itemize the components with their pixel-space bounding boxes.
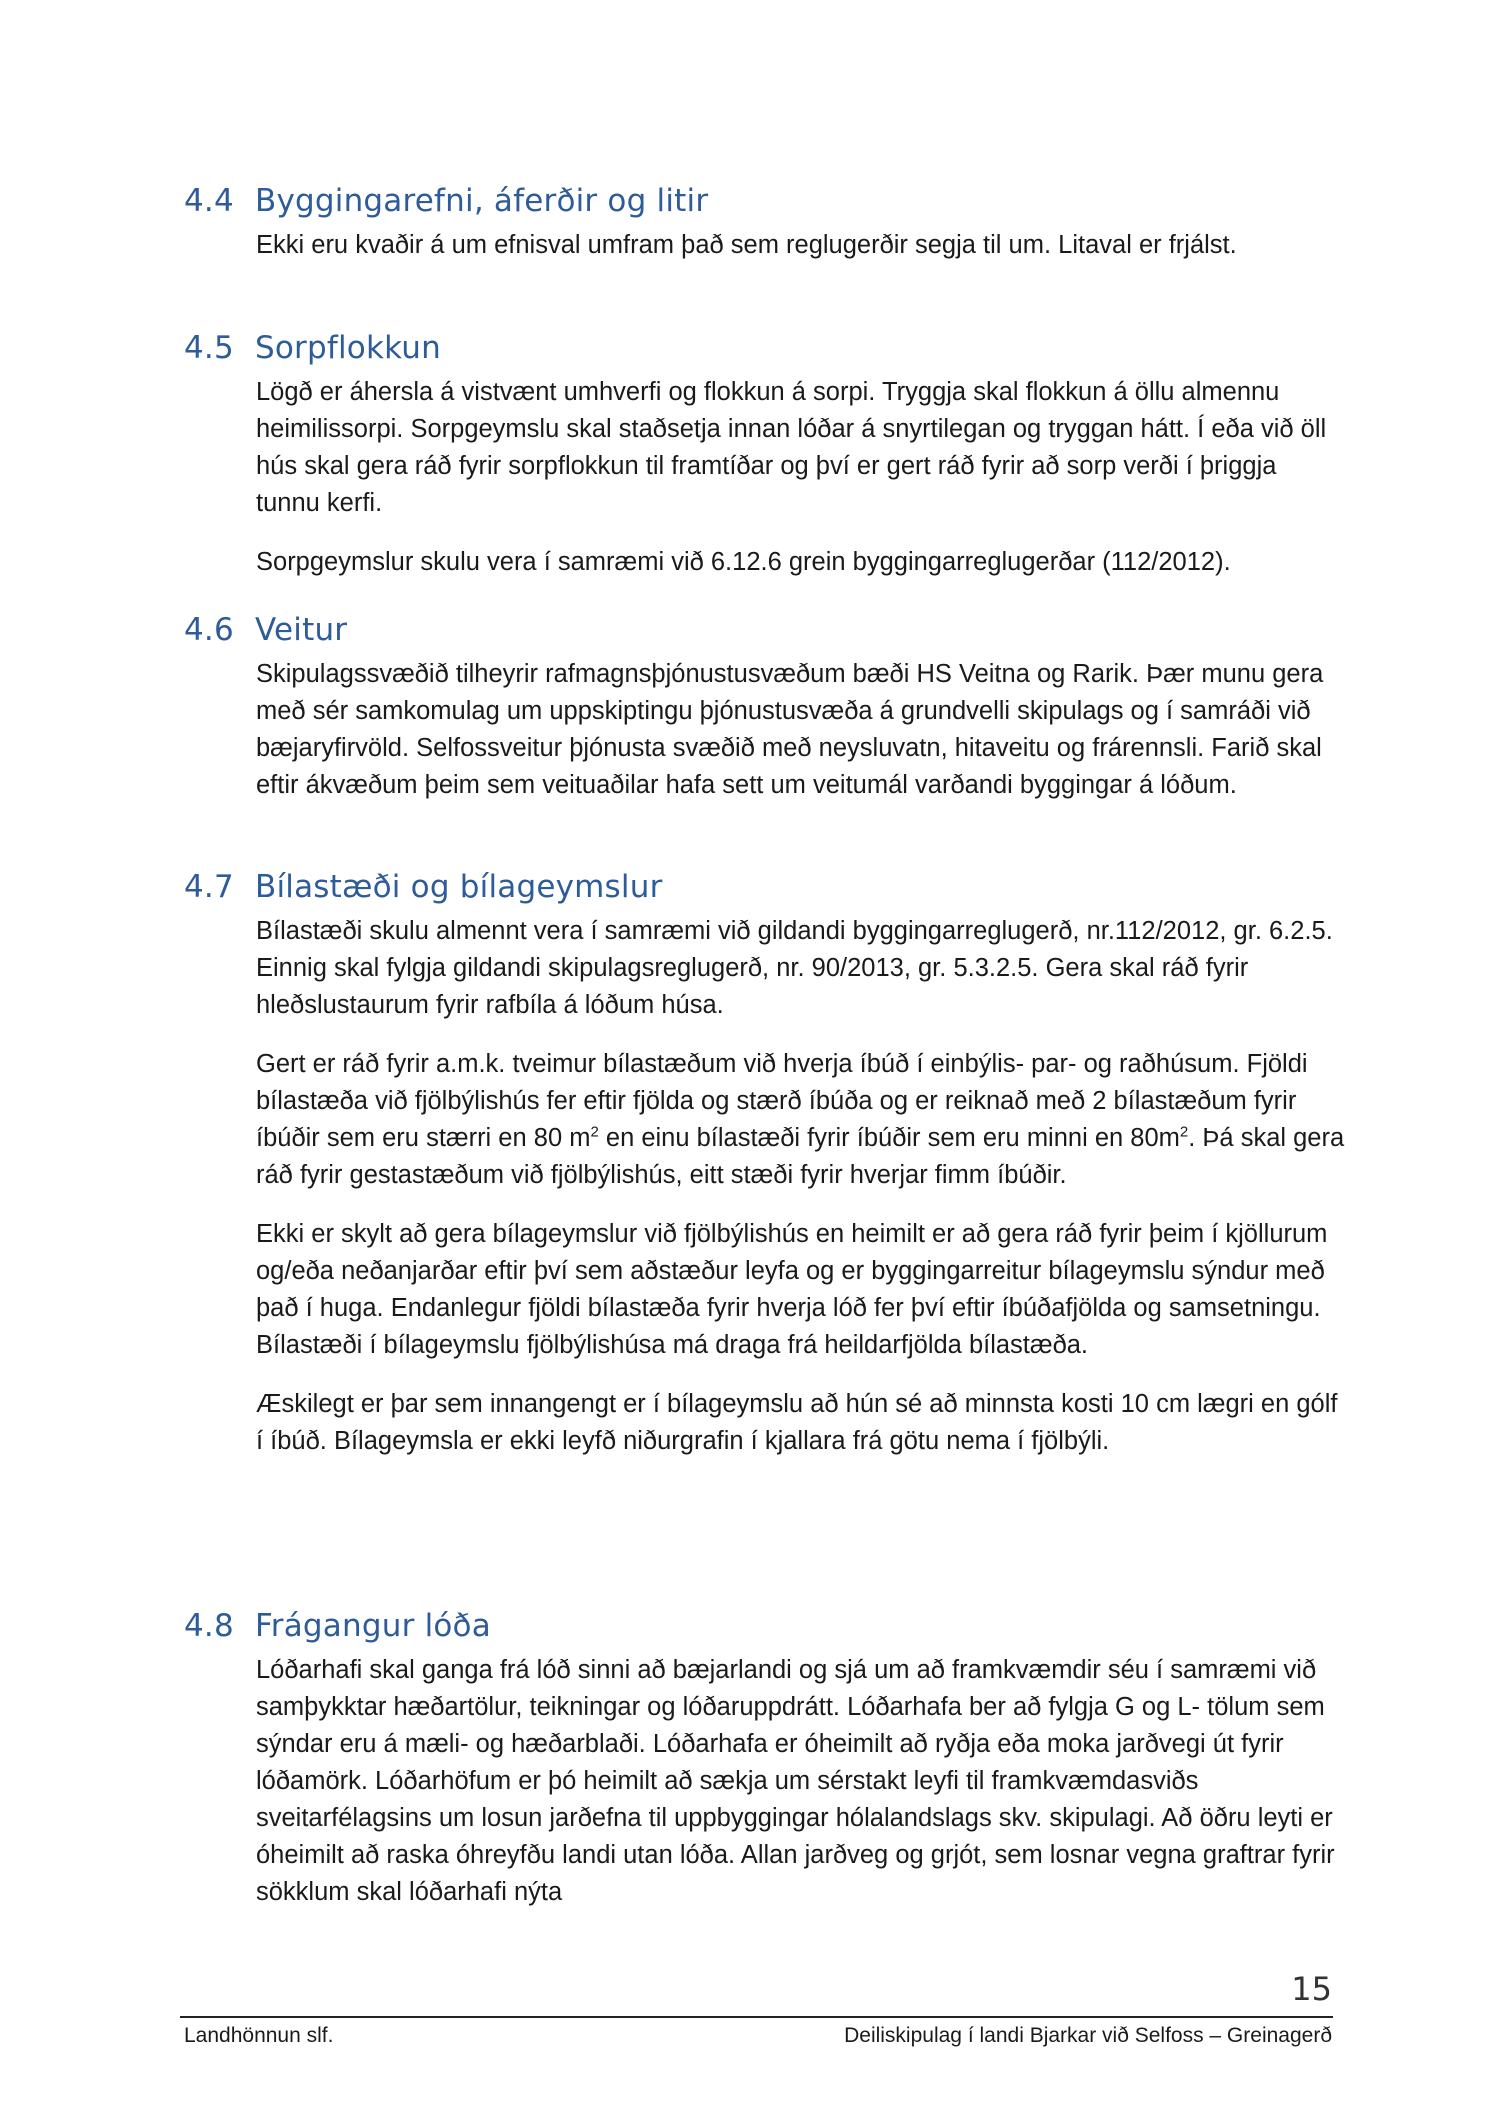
section-number: 4.7 bbox=[184, 869, 234, 905]
footer-company: Landhönnun slf. bbox=[184, 2024, 334, 2047]
paragraph: Æskilegt er þar sem innangengt er í bílageymslu að hún sé að minnsta kosti 10 cm lægri en gólf í íbúð. Bílageymsla er ekki leyfð niðurgrafin í kjallara frá götu nema í fjölbýli. bbox=[256, 1390, 1338, 1455]
page-number: 15 bbox=[1291, 1970, 1332, 2008]
text: en einu bílastæði fyrir íbúðir sem eru minni en 80m bbox=[598, 1124, 1180, 1152]
section-number: 4.4 bbox=[184, 183, 234, 219]
paragraph: Lögð er áhersla á vistvænt umhverfi og flokkun á sorpi. Tryggja skal flokkun á öllu almennu heimilissorpi. Sorpgeymslu skal staðsetja innan lóðar á snyrtilegan og tryggan hátt. Í eða við öll hús skal gera ráð fyrir sorpflokkun til framtíðar og því er gert ráð fyrir að sorp verði í þriggja tunnu kerfi. bbox=[256, 378, 1327, 517]
footer-divider bbox=[180, 2016, 1333, 2018]
section-number: 4.6 bbox=[184, 612, 234, 648]
section-4-4 bbox=[0, 183, 1500, 264]
section-heading bbox=[0, 330, 1500, 374]
section-number: 4.8 bbox=[184, 1608, 234, 1644]
section-number: 4.5 bbox=[184, 330, 234, 366]
footer-document-title: Deiliskipulag í landi Bjarkar við Selfoss – Greinagerð bbox=[844, 2024, 1332, 2047]
paragraph: Lóðarhafi skal ganga frá lóð sinni að bæjarlandi og sjá um að framkvæmdir séu í samræmi við samþykktar hæðartölur, teikningar og lóðaruppdrátt. Lóðarhafa ber að fylgja G og L- tölum sem sýndar eru á mæli- og hæðarblaði. Lóðarhafa er óheimilt að ryðja eða moka jarðvegi út fyrir lóðamörk. Lóðarhöfum er þó heimilt að sækja um sérstakt leyfi til framkvæmdasviðs sveitarfélagsins um losun jarðefna til uppbyggingar hólalandslags skv. skipulagi. Að öðru leyti er óheimilt að raska óhreyfðu landi utan lóða. Allan jarðveg og grjót, sem losnar vegna graftrar fyrir sökklum skal lóðarhafi nýta bbox=[256, 1656, 1335, 1906]
text: Gert er ráð fyrir a.m.k. tveimur bílastæðum við hverja íbúð í einbýlis- par- og raðhúsum. Fjöldi bílastæða við fjölbýlishús fer eftir fjölda og stærð íbúða og er reiknað með 2 bílastæðum fyrir íbúðir sem eru stærri en 80 m bbox=[256, 1050, 1308, 1152]
section-heading bbox=[0, 612, 1500, 656]
paragraph: Ekki er skylt að gera bílageymslur við fjölbýlishús en heimilt er að gera ráð fyrir þeim í kjöllurum og/eða neðanjarðar eftir því sem aðstæður leyfa og er byggingarreitur bílageymslu sýndur með það í huga. Endanlegur fjöldi bílastæða fyrir hverja lóð fer því eftir íbúðafjölda og samsetningu. Bílastæði í bílageymslu fjölbýlishúsa má draga frá heildarfjölda bílastæða. bbox=[256, 1220, 1328, 1359]
section-title: Veitur bbox=[255, 612, 348, 648]
section-heading bbox=[0, 869, 1500, 913]
section-title: Bílastæði og bílageymslur bbox=[255, 869, 663, 905]
section-title: Byggingarefni, áferðir og litir bbox=[255, 183, 709, 219]
section-4-8 bbox=[0, 1608, 1500, 1911]
section-4-5 bbox=[0, 330, 1500, 581]
section-heading bbox=[0, 1608, 1500, 1652]
superscript: 2 bbox=[590, 1123, 599, 1141]
paragraph: Sorpgeymslur skulu vera í samræmi við 6.12.6 grein byggingarreglugerðar (112/2012). bbox=[256, 548, 1231, 576]
paragraph: Bílastæði skulu almennt vera í samræmi við gildandi byggingarreglugerð, nr.112/2012, gr. 6.2.5. Einnig skal fylgja gildandi skipulagsreglugerð, nr. 90/2013, gr. 5.3.2.5. Gera skal ráð fyrir hleðslustaurum fyrir rafbíla á lóðum húsa. bbox=[256, 917, 1333, 1019]
section-title: Sorpflokkun bbox=[255, 330, 442, 366]
section-4-7 bbox=[0, 869, 1500, 1460]
section-title: Frágangur lóða bbox=[255, 1608, 491, 1644]
section-4-6 bbox=[0, 612, 1500, 804]
paragraph: Ekki eru kvaðir á um efnisval umfram það sem reglugerðir segja til um. Litaval er frjálst. bbox=[256, 231, 1237, 259]
superscript: 2 bbox=[1179, 1123, 1189, 1141]
paragraph: Skipulagssvæðið tilheyrir rafmagnsþjónustusvæðum bæði HS Veitna og Rarik. Þær munu gera með sér samkomulag um uppskiptingu þjónustusvæða á grundvelli skipulags og í samráði við bæjaryfirvöld. Selfossveitur þjónusta svæðið með neysluvatn, hitaveitu og frárennsli. Farið skal eftir ákvæðum þeim sem veituaðilar hafa sett um veitumál varðandi byggingar á lóðum. bbox=[256, 660, 1324, 799]
text: . Þá skal gera ráð fyrir gestastæðum við fjölbýlishús, eitt stæði fyrir hverjar fimm íbúðir. bbox=[256, 1124, 1345, 1189]
section-heading bbox=[0, 183, 1500, 227]
paragraph-parking bbox=[256, 1046, 1346, 1194]
